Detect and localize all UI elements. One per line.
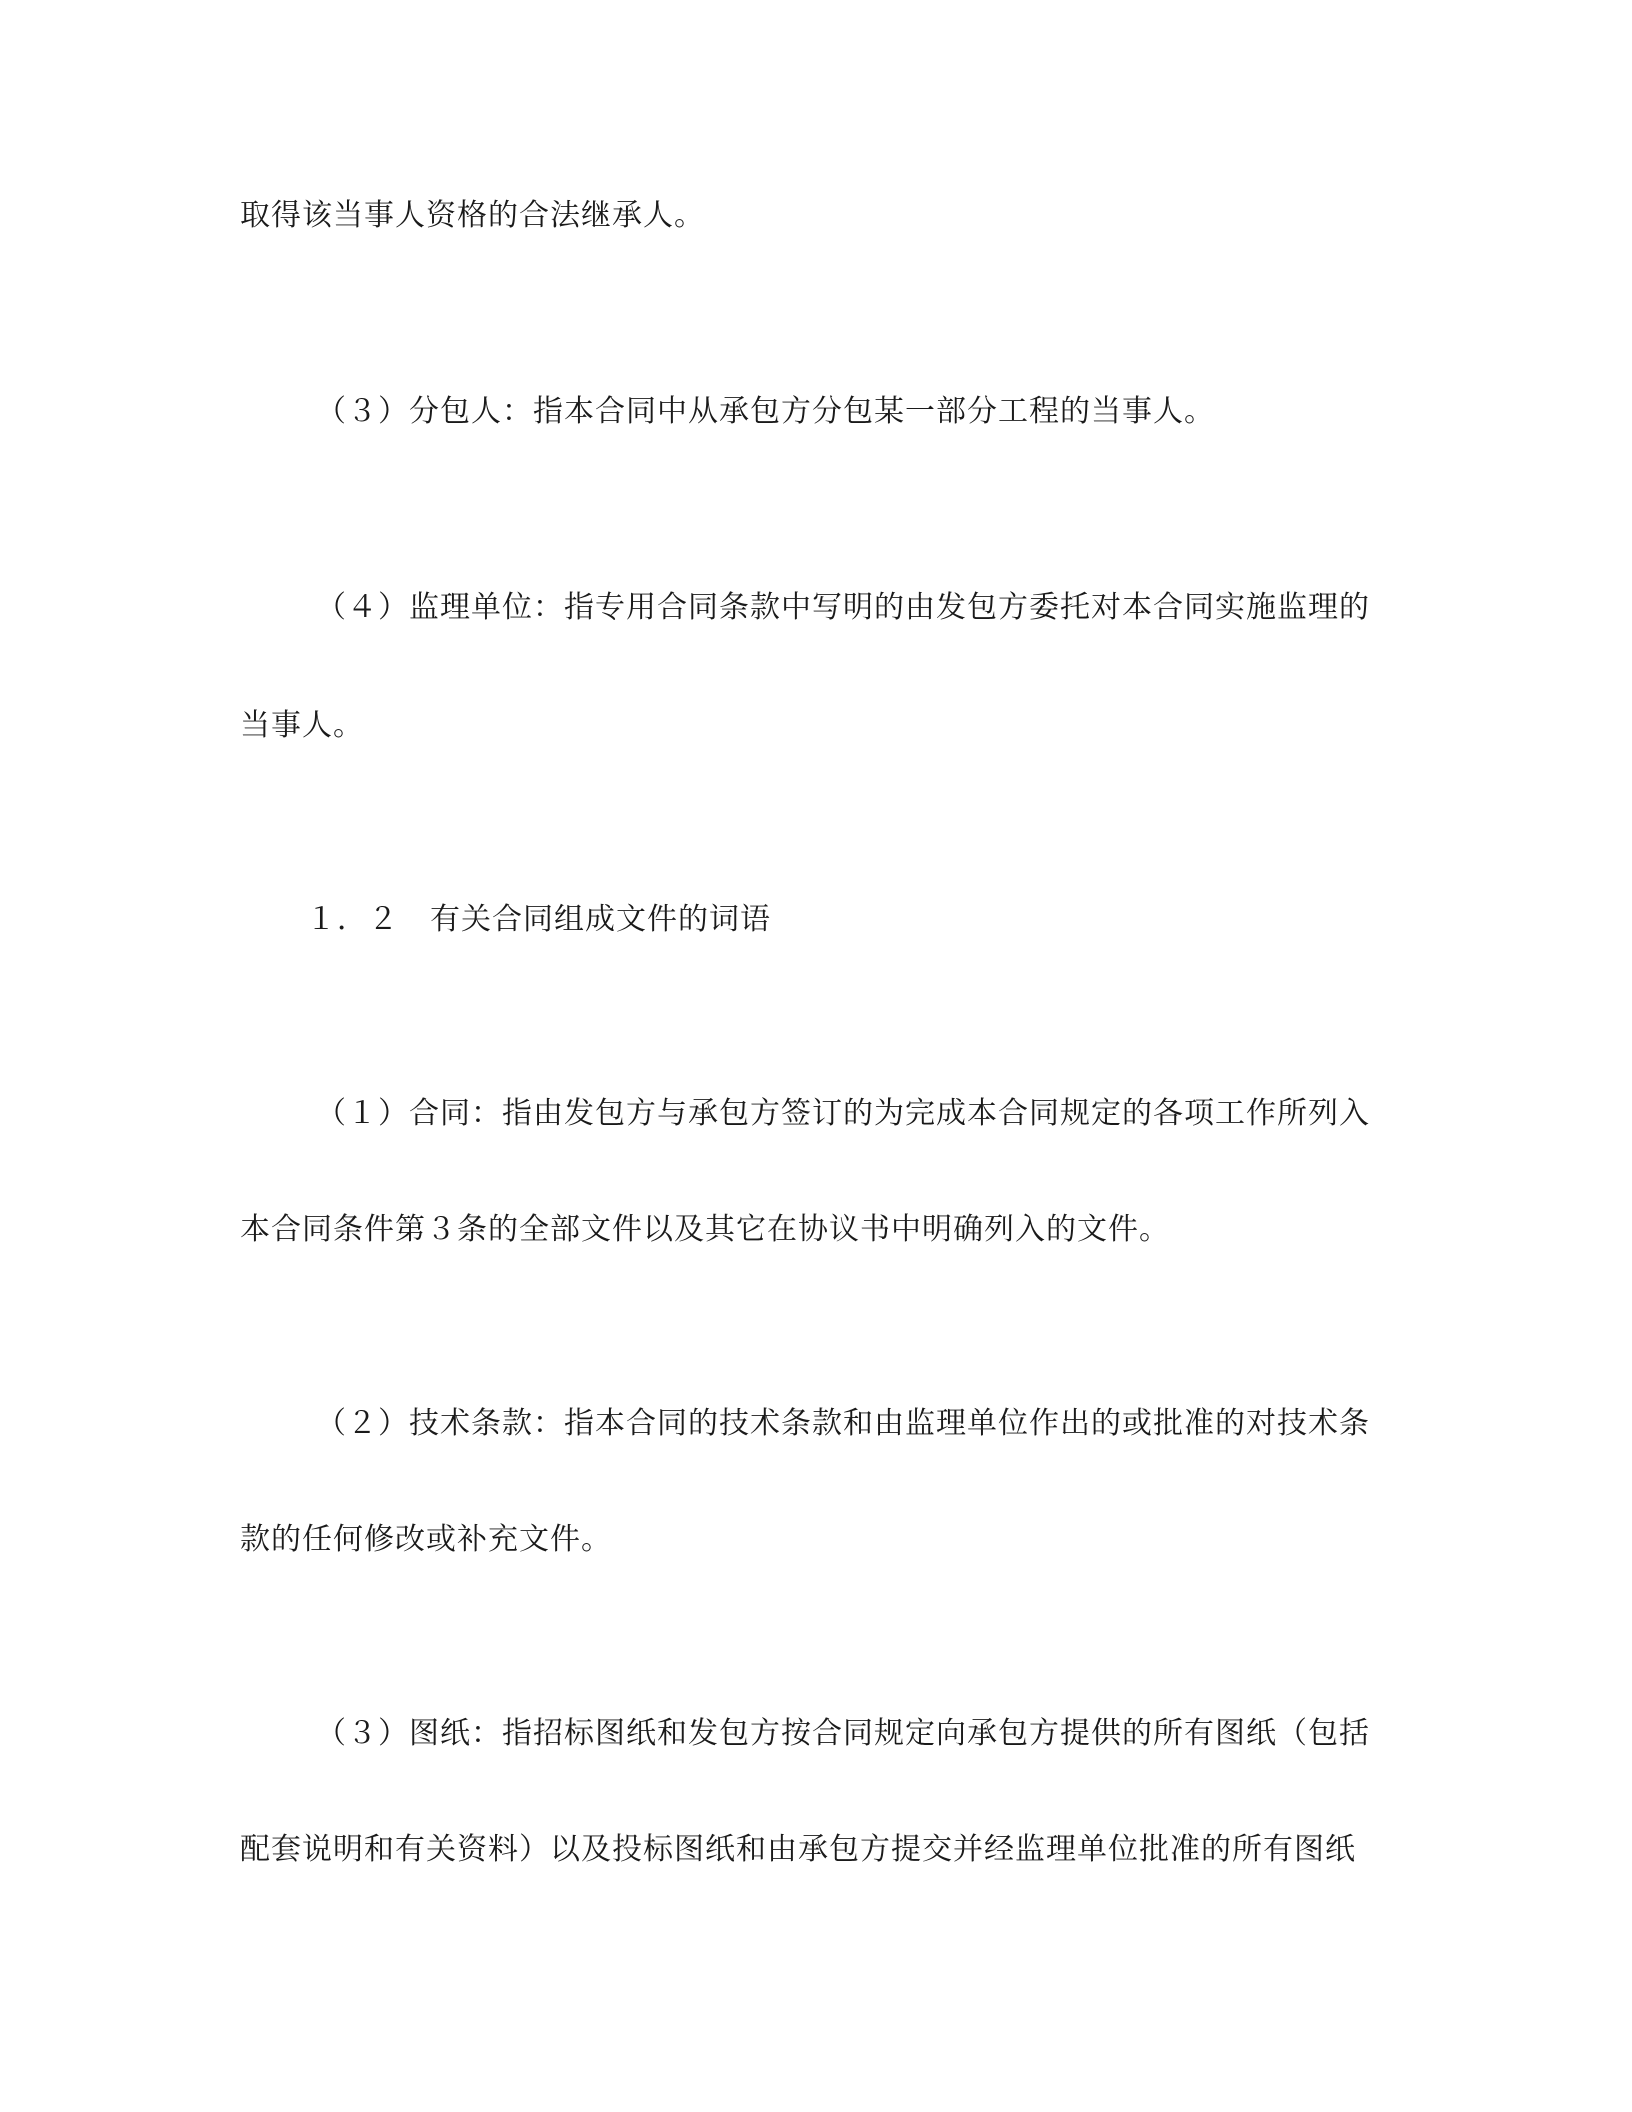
- text-line-technical-terms: （２）技术条款：指本合同的技术条款和由监理单位作出的或批准的对技术条: [316, 1406, 1370, 1441]
- text-line-drawings: （３）图纸：指招标图纸和发包方按合同规定向承包方提供的所有图纸（包括: [316, 1716, 1370, 1751]
- text-line-inheritor: 取得该当事人资格的合法继承人。: [240, 198, 705, 233]
- text-line-subcontractor: （３）分包人：指本合同中从承包方分包某一部分工程的当事人。: [316, 394, 1215, 429]
- section-heading-1-2: １．２ 有关合同组成文件的词语: [306, 902, 771, 937]
- text-line-supervisor: （４）监理单位：指专用合同条款中写明的由发包方委托对本合同实施监理的: [316, 590, 1370, 625]
- text-line-drawings-cont: 配套说明和有关资料）以及投标图纸和由承包方提交并经监理单位批准的所有图纸: [240, 1832, 1356, 1867]
- text-line-contract-cont: 本合同条件第３条的全部文件以及其它在协议书中明确列入的文件。: [240, 1212, 1170, 1247]
- text-line-supervisor-cont: 当事人。: [240, 708, 364, 743]
- text-line-contract: （１）合同：指由发包方与承包方签订的为完成本合同规定的各项工作所列入: [316, 1096, 1370, 1131]
- text-line-technical-terms-cont: 款的任何修改或补充文件。: [240, 1522, 612, 1557]
